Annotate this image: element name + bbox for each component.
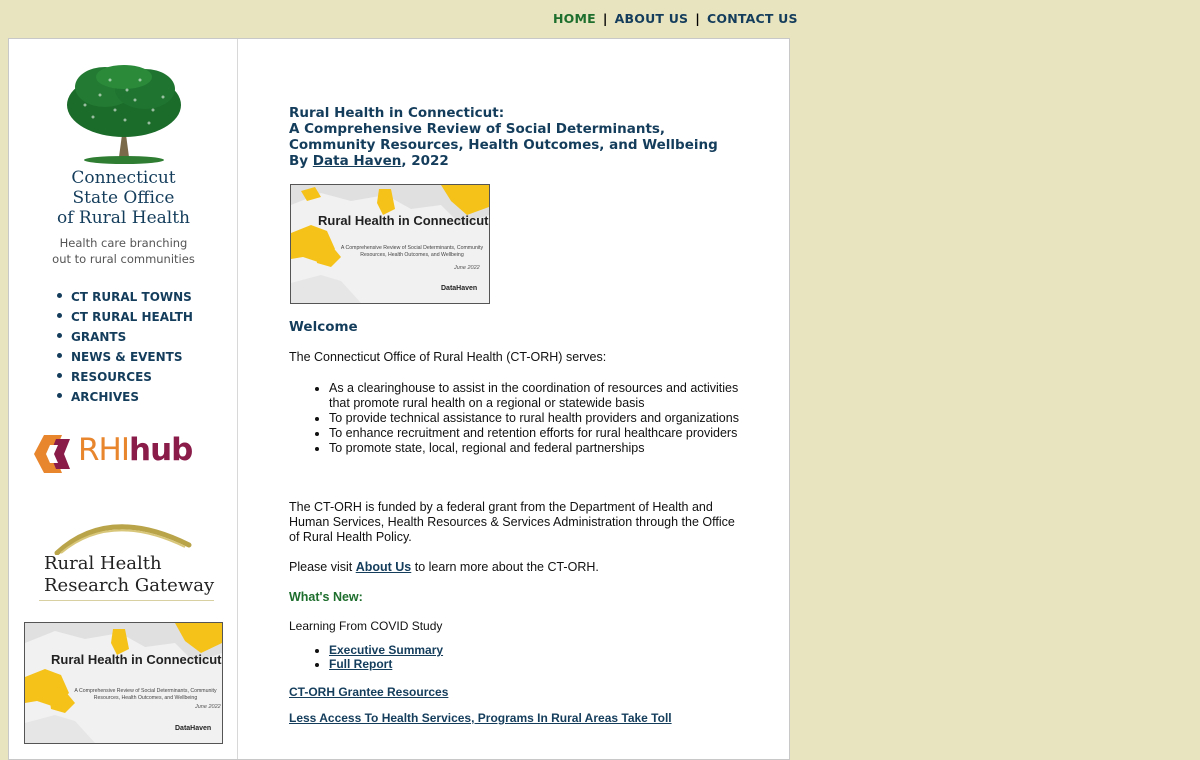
sidebar-nav [57,287,193,407]
rhihub-logo[interactable] [32,431,207,481]
list-item: • To provide technical assistance to rural health providers and organizations [329,411,749,426]
byline-prefix: By [289,153,313,169]
bullet-icon [57,313,62,318]
sidebar-item-news-events[interactable] [57,347,193,367]
about-us-link[interactable]: About Us [355,560,412,574]
sidebar-item-ct-rural-health[interactable] [57,307,193,327]
list-item: • To enhance recruitment and retention efforts for rural healthcare providers [329,426,749,441]
sidebar-item-grants[interactable] [57,327,193,347]
sidebar-item-label[interactable]: GRANTS [71,330,127,344]
tree-icon [65,65,183,165]
sidebar-item-label[interactable]: ARCHIVES [71,390,139,404]
sidebar-item-label[interactable]: CT RURAL HEALTH [71,310,193,324]
sidebar-item-label[interactable]: NEWS & EVENTS [71,350,183,364]
top-nav [553,11,798,26]
list-item [329,643,443,657]
data-haven-link[interactable]: Data Haven [312,153,402,169]
sidebar-item-label[interactable]: RESOURCES [71,370,152,384]
bullet-icon [57,373,62,378]
rhihub-chevron-icon [32,433,76,475]
funding-text: The CT-ORH is funded by a federal grant from the Department of Health and Human Services, Health Resources & Services Administration through the Office of Rural Health Policy. [289,500,735,544]
thumbnail-date: June 2022 [454,265,480,271]
sidebar-item-archives[interactable] [57,387,193,407]
thumbnail-brand: DataHaven [175,725,212,732]
logo-title-line: Connecticut [71,168,176,188]
visit-suffix: to learn more about the CT-ORH. [411,560,599,574]
list-item: • To promote state, local, regional and federal partnerships [329,441,749,456]
logo-title-line: State Office [72,188,175,208]
thumbnail-date: June 2022 [195,704,221,710]
nav-contact-link[interactable]: CONTACT US [707,11,798,26]
rhihub-text-rhi: RHI [78,432,129,468]
sidebar-item-resources[interactable] [57,367,193,387]
bullet-icon [57,353,62,358]
nav-separator: | [602,11,608,26]
gateway-text-line: Rural Health [44,553,162,574]
thumbnail-subtitle: A Comprehensive Review of Social Determinants, Community Resources, Health Outcomes, and Wellbeing [340,245,484,258]
services-list [289,381,749,456]
gateway-text-line: Research Gateway [44,575,215,596]
visit-prefix: Please visit [289,560,356,574]
covid-links [289,643,443,671]
full-report-link[interactable]: Full Report [329,657,393,671]
thumbnail-title: Rural Health in Connecticut [51,652,222,667]
intro-text: The Connecticut Office of Rural Health (CT-ORH) serves: [289,350,607,364]
sidebar-report-thumbnail[interactable] [24,622,223,744]
nav-about-link[interactable]: ABOUT US [614,11,689,26]
logo-title [41,168,206,228]
headline-line: Rural Health in Connecticut: [289,105,505,121]
nav-home-link[interactable]: HOME [553,11,596,26]
page-headline [289,105,749,169]
sidebar-item-ct-rural-towns[interactable] [57,287,193,307]
welcome-heading: Welcome [289,319,358,335]
gateway-wordmark [44,553,214,597]
nav-separator: | [695,11,701,26]
logo-tagline-line: Health care branching [59,236,188,250]
divider [39,600,214,601]
bullet-icon [57,393,62,398]
thumbnail-title: Rural Health in Connecticut [318,213,489,228]
thumbnail-brand: DataHaven [441,285,478,292]
headline-line: A Comprehensive Review of Social Determinants, Community Resources, Health Outcomes, and Wellbeing [289,121,718,153]
rhihub-text-hub: hub [129,432,193,468]
whats-new-heading: What's New: [289,590,363,604]
grantee-resources-link[interactable]: CT-ORH Grantee Resources [289,685,449,699]
logo-tagline-line: out to rural communities [52,252,195,266]
report-thumbnail[interactable] [290,184,490,304]
thumbnail-subtitle: A Comprehensive Review of Social Determinants, Community Resources, Health Outcomes, and Wellbeing [74,688,217,701]
visit-text [289,560,599,575]
byline-year: , 2022 [401,153,449,169]
sidebar [9,39,238,759]
covid-study-label: Learning From COVID Study [289,619,443,633]
bullet-icon [57,333,62,338]
sidebar-item-label[interactable]: CT RURAL TOWNS [71,290,192,304]
page-container [8,38,790,760]
list-item [329,657,443,671]
gateway-arc-icon [39,515,214,555]
logo-title-line: of Rural Health [56,208,191,228]
rural-health-research-gateway-logo[interactable] [39,515,214,603]
logo-tagline [31,235,216,267]
list-item: • As a clearinghouse to assist in the coordination of resources and activities that promote rural health on a regional or statewide basis [329,381,749,411]
rhihub-wordmark [78,431,192,469]
ct-orh-logo[interactable] [41,65,206,269]
executive-summary-link[interactable]: Executive Summary [329,643,444,657]
bullet-icon [57,293,62,298]
main-content [289,105,749,169]
headline-byline [289,153,749,169]
less-access-article-link[interactable]: Less Access To Health Services, Programs In Rural Areas Take Toll [289,711,672,725]
